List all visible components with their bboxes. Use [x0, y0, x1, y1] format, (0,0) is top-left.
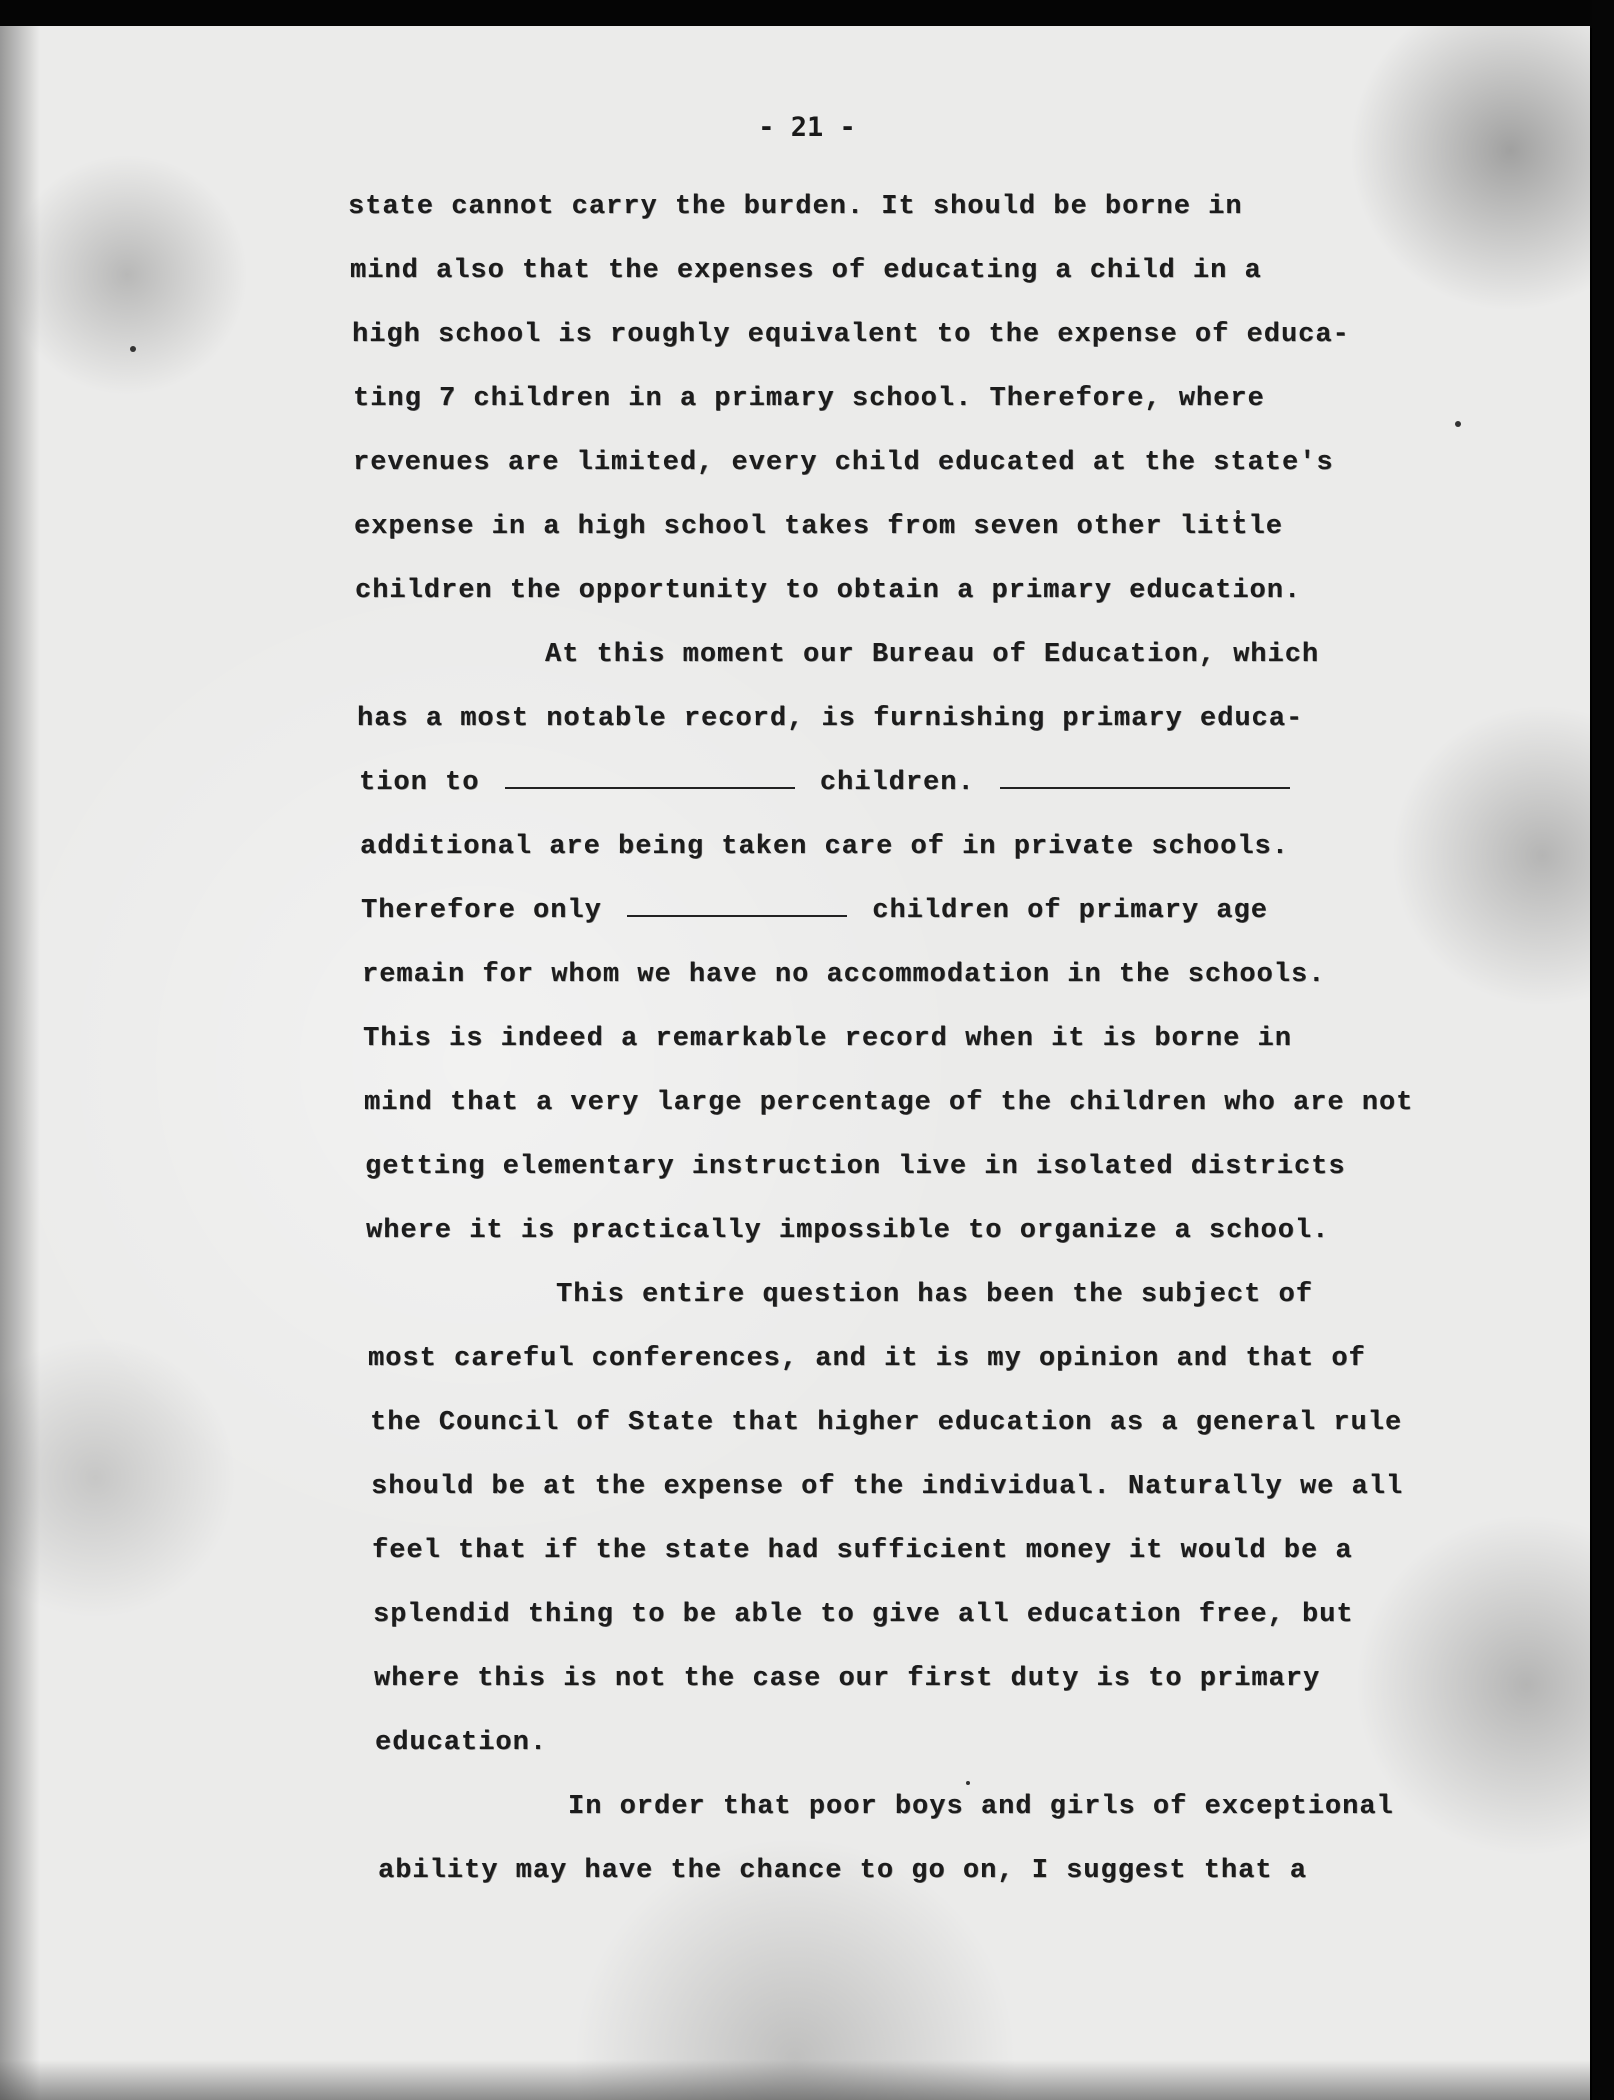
fill-in-blank — [1000, 783, 1290, 789]
text-line: children the opportunity to obtain a primary education. — [355, 576, 1302, 606]
scan-border-top — [0, 0, 1614, 28]
text-line: high school is roughly equivalent to the expense of educa- — [352, 320, 1350, 350]
text-line: splendid thing to be able to give all education free, but — [373, 1600, 1354, 1630]
text-line-with-blank — [361, 896, 1268, 926]
text-fragment: children of primary age — [872, 896, 1268, 926]
text-line: education. — [375, 1728, 548, 1758]
text-fragment: tion to — [359, 768, 480, 798]
text-fragment: Therefore only — [361, 896, 602, 926]
paragraph-start-line: At this moment our Bureau of Education, which — [545, 640, 1320, 670]
text-line: most careful conferences, and it is my opinion and that of — [368, 1344, 1366, 1374]
text-line-with-blanks — [359, 768, 1298, 798]
text-line: getting elementary instruction live in isolated districts — [365, 1152, 1346, 1182]
ink-speck — [966, 1781, 970, 1785]
paragraph-start-line: This entire question has been the subject of — [556, 1280, 1313, 1310]
text-line: state cannot carry the burden. It should be borne in — [348, 192, 1243, 222]
text-line: ting 7 children in a primary school. Therefore, where — [353, 384, 1265, 414]
text-fragment: children. — [819, 768, 975, 798]
text-line: remain for whom we have no accommodation in the schools. — [362, 960, 1326, 990]
text-line: where this is not the case our first duty is to primary — [374, 1664, 1321, 1694]
text-line: mind also that the expenses of educating a child in a — [350, 256, 1262, 286]
text-line: mind that a very large percentage of the children who are not — [364, 1088, 1414, 1118]
fill-in-blank — [505, 783, 795, 789]
ink-speck — [1455, 421, 1461, 427]
page-shadow-bottom — [0, 2060, 1590, 2100]
ink-speck — [130, 346, 136, 352]
text-line: should be at the expense of the individual. Naturally we all — [371, 1472, 1404, 1502]
text-line: expense in a high school takes from seven other little — [354, 512, 1283, 542]
text-line: has a most notable record, is furnishing primary educa- — [357, 704, 1304, 734]
page-number: - 21 - — [758, 112, 856, 143]
text-line: revenues are limited, every child educated at the state's — [353, 448, 1334, 478]
scan-border-right — [1592, 0, 1614, 2100]
text-line: This is indeed a remarkable record when it is borne in — [363, 1024, 1292, 1054]
paragraph-start-line: In order that poor boys and girls of exceptional — [568, 1792, 1394, 1822]
text-line: where it is practically impossible to organize a school. — [366, 1216, 1330, 1246]
text-line: the Council of State that higher education as a general rule — [370, 1408, 1403, 1438]
text-line: feel that if the state had sufficient money it would be a — [372, 1536, 1353, 1566]
page-shadow-left — [0, 26, 40, 2100]
text-line: ability may have the chance to go on, I suggest that a — [378, 1856, 1307, 1886]
text-line: additional are being taken care of in private schools. — [360, 832, 1289, 862]
fill-in-blank — [627, 911, 847, 917]
